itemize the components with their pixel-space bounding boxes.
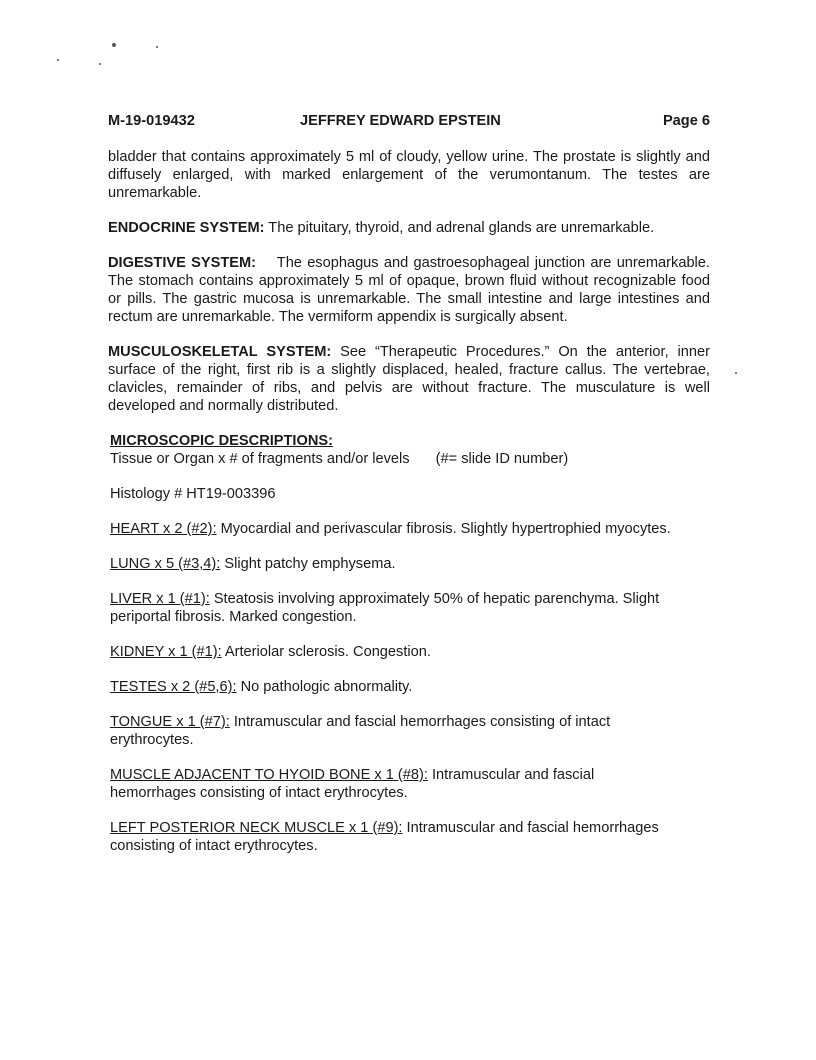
musculoskeletal-section: [108, 343, 710, 415]
micro-label: TONGUE x 1 (#7):: [110, 714, 230, 730]
intro-continuation: bladder that contains approximately 5 ml of cloudy, yellow urine. The prostate is slightly and diffusely enlarged, with marked enlargement of the verumontanum. The testes are unremarkable.: [108, 149, 710, 201]
page-header: [108, 112, 710, 132]
micro-text: Intramuscular and fascial hemorrhages consisting of intact erythrocytes.: [110, 820, 659, 854]
micro-text: Slight patchy emphysema.: [224, 556, 396, 572]
digestive-text: The esophagus and gastroesophageal junction are unremarkable. The stomach contains approximately 5 ml of opaque, brown fluid without recognizable food or pills. The gastric mucosa is unremarkable. The small intestine and large intestines and rectum are unremarkable. The vermiform appendix is surgically absent.: [108, 255, 710, 325]
scan-speck: [99, 63, 101, 65]
endocrine-section: [108, 219, 710, 237]
micro-entry-testes: [110, 678, 680, 696]
micro-label: LIVER x 1 (#1):: [110, 591, 210, 607]
micro-label: KIDNEY x 1 (#1):: [110, 644, 222, 660]
microscopic-heading: MICROSCOPIC DESCRIPTIONS:: [110, 433, 333, 449]
micro-label: LEFT POSTERIOR NECK MUSCLE x 1 (#9):: [110, 820, 403, 836]
page-number: Page 6: [662, 113, 710, 129]
micro-label: LUNG x 5 (#3,4):: [110, 556, 221, 572]
microscopic-legend: [110, 450, 680, 468]
histology-number: Histology # HT19-003396: [110, 486, 276, 502]
musculoskeletal-heading: MUSCULOSKELETAL SYSTEM:: [108, 344, 332, 360]
micro-text: Intramuscular and fascial hemorrhages consisting of intact erythrocytes.: [110, 714, 611, 748]
micro-label: HEART x 2 (#2):: [110, 521, 217, 537]
musculoskeletal-text: See “Therapeutic Procedures.” On the anterior, inner surface of the right, first rib is a slightly displaced, healed, fracture callus. The vertebrae, clavicles, remainder of ribs, and pelvis are without fracture. The musculature is well developed and normally distributed.: [108, 344, 711, 414]
micro-text: Arteriolar sclerosis. Congestion.: [224, 644, 431, 660]
scan-speck: [156, 46, 158, 48]
micro-entry-heart: [110, 520, 680, 538]
micro-text: Myocardial and perivascular fibrosis. Slightly hypertrophied myocytes.: [220, 521, 671, 537]
micro-entry-kidney: [110, 643, 680, 661]
legend-left: Tissue or Organ x # of fragments and/or levels: [110, 451, 410, 467]
legend-right: (#= slide ID number): [435, 451, 569, 467]
micro-label: MUSCLE ADJACENT TO HYOID BONE x 1 (#8):: [110, 767, 428, 783]
endocrine-heading: ENDOCRINE SYSTEM:: [108, 220, 265, 236]
micro-label: TESTES x 2 (#5,6):: [110, 679, 237, 695]
micro-entry-liver: [110, 590, 680, 626]
micro-text: Steatosis involving approximately 50% of hepatic parenchyma. Slight periportal fibrosis. Marked congestion.: [110, 591, 660, 625]
microscopic-section: [110, 432, 680, 855]
decedent-name: JEFFREY EDWARD EPSTEIN: [300, 113, 501, 129]
micro-text: Intramuscular and fascial hemorrhages consisting of intact erythrocytes.: [110, 767, 595, 801]
micro-text: No pathologic abnormality.: [240, 679, 413, 695]
micro-entry-hyoid-muscle: [110, 766, 680, 802]
scan-speck: [112, 43, 116, 47]
micro-entry-lung: [110, 555, 680, 573]
micro-entry-neck-muscle: [110, 819, 680, 855]
report-body: [108, 148, 710, 855]
digestive-section: [108, 254, 710, 326]
endocrine-text: The pituitary, thyroid, and adrenal glands are unremarkable.: [268, 220, 655, 236]
scan-speck: [735, 372, 737, 374]
micro-entry-tongue: [110, 713, 680, 749]
scan-speck: [57, 59, 59, 61]
digestive-heading: DIGESTIVE SYSTEM:: [108, 255, 256, 271]
case-number: M-19-019432: [108, 113, 195, 129]
